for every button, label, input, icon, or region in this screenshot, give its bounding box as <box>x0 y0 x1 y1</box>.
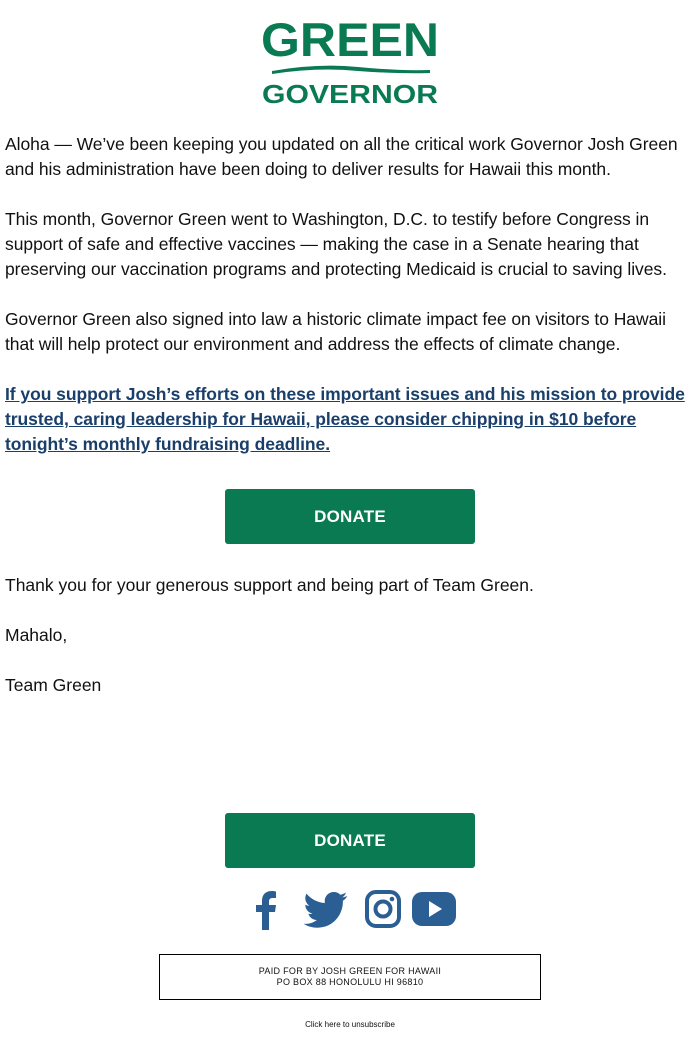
logo-line-1: GREEN <box>261 16 439 66</box>
thank-you-text: Thank you for your generous support and being part of Team Green. <box>5 575 534 595</box>
intro-paragraph: Aloha — We’ve been keeping you updated on all the critical work Governor Josh Green and his administration have been doing to deliver results for Hawaii this month. <box>5 134 678 179</box>
paid-for-disclaimer <box>159 954 541 1000</box>
climate-paragraph: Governor Green also signed into law a historic climate impact fee on visitors to Hawaii that will help protect our environment and address the effects of climate change. <box>5 309 666 354</box>
unsubscribe-row <box>0 1020 700 1029</box>
logo-graphic <box>258 16 442 108</box>
disclaimer-line-2: PO BOX 88 HONOLULU HI 96810 <box>276 977 424 987</box>
unsubscribe-link[interactable]: Click here to unsubscribe <box>305 1020 395 1029</box>
washington-paragraph: This month, Governor Green went to Washington, D.C. to testify before Congress in support of safe and effective vaccines — making the case in a Senate hearing that preserving our vaccination programs and protecting Medicaid is crucial to saving lives. <box>5 209 667 279</box>
instagram-link[interactable] <box>364 887 404 931</box>
signoff-text: Mahalo, <box>5 625 68 645</box>
logo-line-2: GOVERNOR <box>262 79 439 108</box>
disclaimer-line-1: PAID FOR BY JOSH GREEN FOR HAWAII <box>258 966 442 976</box>
donate-button-bottom[interactable]: DONATE <box>225 813 475 868</box>
twitter-icon <box>304 887 348 931</box>
facebook-icon <box>250 887 286 931</box>
youtube-icon <box>410 887 458 931</box>
green-governor-logo <box>258 16 442 108</box>
email-body <box>5 132 695 482</box>
signature-text: Team Green <box>5 675 102 695</box>
donate-button-top[interactable]: DONATE <box>225 489 475 544</box>
instagram-icon <box>364 887 402 931</box>
cta-paragraph <box>5 382 695 457</box>
logo-swoosh <box>272 66 430 74</box>
closing-section <box>5 573 695 723</box>
youtube-link[interactable] <box>410 887 458 931</box>
facebook-link[interactable] <box>250 887 286 931</box>
cta-link[interactable]: If you support Josh’s efforts on these important issues and his mission to provide trusted, caring leadership for Hawaii, please consider chipping in $10 before tonight’s monthly fundraising deadline. <box>5 384 685 454</box>
twitter-link[interactable] <box>304 887 354 931</box>
social-links <box>250 887 460 931</box>
